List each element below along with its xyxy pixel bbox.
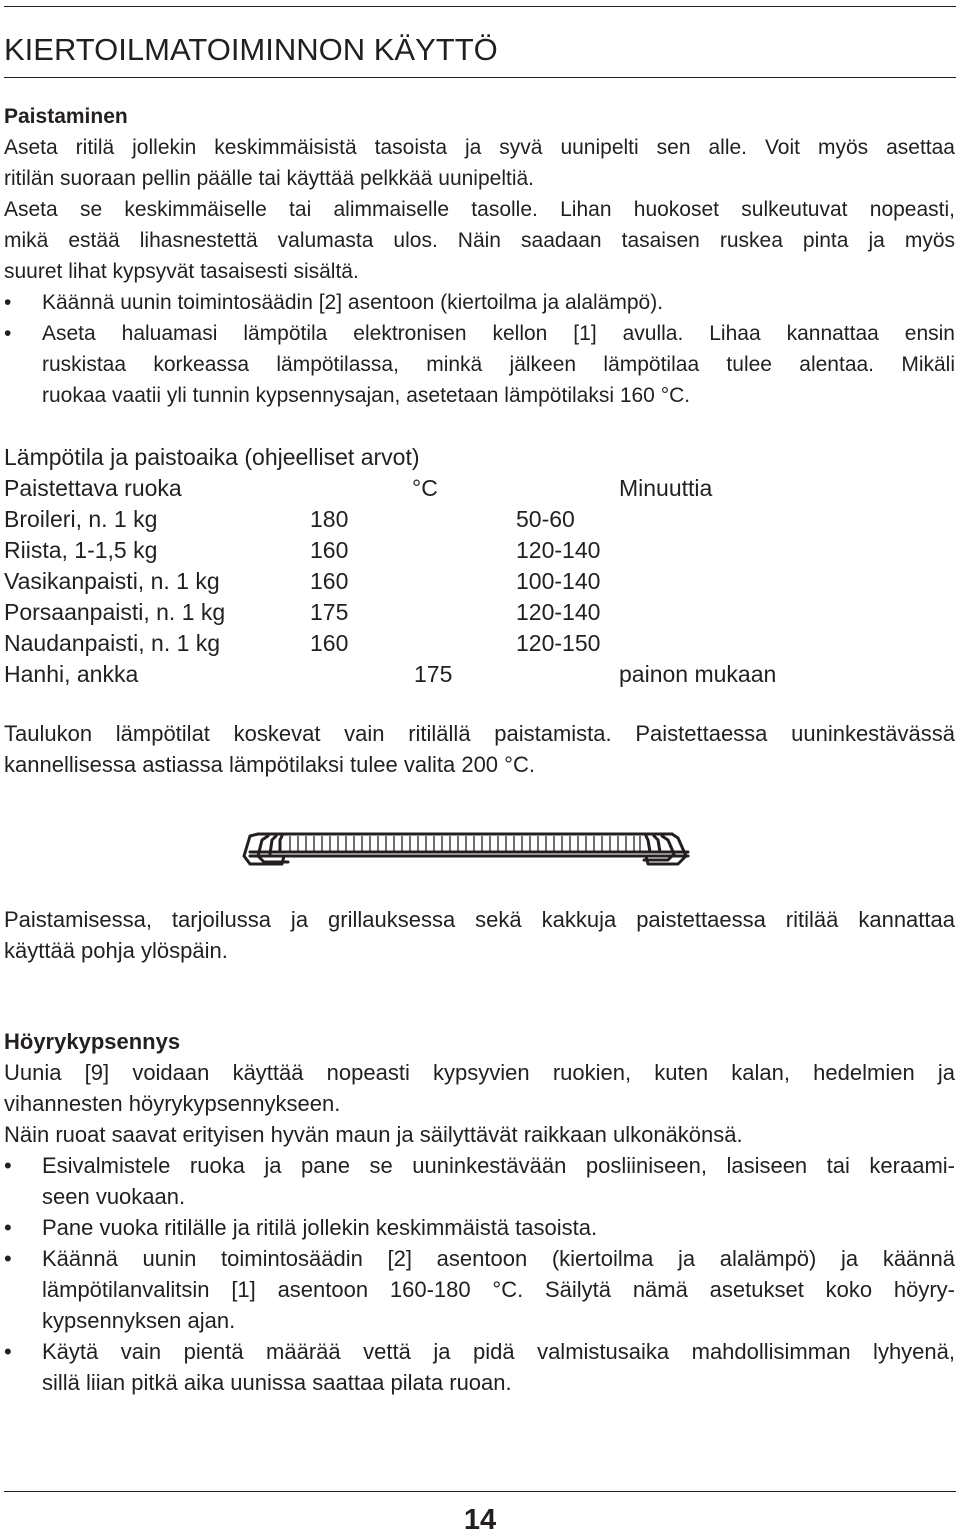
bullet-line: Käännä uunin toimintosäädin [2] asentoon (kiertoilma ja alalämpö) ja käännä xyxy=(42,1246,955,1271)
column-header-food: Paistettava ruoka xyxy=(4,475,182,501)
table-cell-minutes: 120-150 xyxy=(516,630,601,656)
page-title: KIERTOILMATOIMINNON KÄYTTÖ xyxy=(4,32,498,67)
table-caption xyxy=(4,442,904,473)
table-cell-minutes: 120-140 xyxy=(516,599,601,625)
paragraph-line: Uunia [9] voidaan käyttää nopeasti kypsyvien ruokien, kuten kalan, hedelmien ja xyxy=(4,1060,955,1085)
table-cell-temperature: 160 xyxy=(310,630,349,656)
table-row xyxy=(4,628,904,659)
oven-rack-icon xyxy=(240,826,695,874)
page-number: 14 xyxy=(463,1504,497,1536)
table-cell-food: Porsaanpaisti, n. 1 kg xyxy=(4,599,226,625)
bullet-item xyxy=(4,1150,955,1212)
roasting-table xyxy=(4,442,904,690)
bullet-line: seen vuokaan. xyxy=(42,1184,186,1209)
section-heading: Höyrykypsennys xyxy=(4,1029,181,1054)
table-row xyxy=(4,597,904,628)
column-header-minutes: Minuuttia xyxy=(619,475,713,501)
paragraph-line: Aseta ritilä jollekin keskimmäisistä tasoista ja syvä uunipelti sen alle. Voit myös asettaa xyxy=(4,136,955,159)
table-row xyxy=(4,566,904,597)
top-rule xyxy=(4,6,956,7)
paragraph-line: Aseta se keskimmäiselle tai alimmaiselle tasolle. Lihan huokoset sulkeutuvat nopeasti, xyxy=(4,198,955,221)
section-paistaminen xyxy=(4,101,955,411)
paragraph-line: käyttää pohja ylöspäin. xyxy=(4,938,228,963)
table-cell-minutes: 50-60 xyxy=(516,506,575,532)
paragraph-line: Näin ruoat saavat erityisen hyvän maun ja säilyttävät raikkaan ulkonäkönsä. xyxy=(4,1122,743,1147)
section-heading: Paistaminen xyxy=(4,105,128,128)
bullet-line: Pane vuoka ritilälle ja ritilä jollekin keskimmäistä tasoista. xyxy=(42,1215,598,1240)
table-row xyxy=(4,535,904,566)
bullet-line: ruokaa vaatii yli tunnin kypsennysajan, asetetaan lämpötilaksi 160 °C. xyxy=(42,384,691,407)
table-cell-food: Naudanpaisti, n. 1 kg xyxy=(4,630,221,656)
table-caption-text: Lämpötila ja paistoaika (ohjeelliset arvot) xyxy=(4,444,420,470)
bullet-line: Käännä uunin toimintosäädin [2] asentoon (kiertoilma ja alalämpö). xyxy=(42,291,664,314)
bullet-icon: • xyxy=(4,1153,12,1178)
bullet-line: Aseta haluamasi lämpötila elektronisen kellon [1] avulla. Lihaa kannattaa ensin xyxy=(42,322,955,345)
bullet-item xyxy=(4,1336,955,1398)
footer-rule xyxy=(4,1491,956,1492)
bullet-line: ruskistaa korkeassa lämpötilassa, minkä jälkeen lämpötilaa tulee alentaa. Mikäli xyxy=(42,353,955,376)
bullet-icon: • xyxy=(4,291,12,314)
bullet-line: kypsennyksen ajan. xyxy=(42,1308,236,1333)
table-cell-minutes: painon mukaan xyxy=(619,661,777,687)
bullet-item xyxy=(4,1243,955,1336)
table-cell-temperature: 160 xyxy=(310,537,349,563)
table-cell-minutes: 100-140 xyxy=(516,568,601,594)
paragraph-line: suuret lihat kypsyvät tasaisesti sisältä. xyxy=(4,260,359,283)
table-cell-food: Broileri, n. 1 kg xyxy=(4,506,158,532)
column-header-temperature: °C xyxy=(412,475,438,501)
title-underline xyxy=(4,77,956,78)
bullet-line: sillä liian pitkä aika uunissa saattaa pilata ruoan. xyxy=(42,1370,512,1395)
bullet-line: Esivalmistele ruoka ja pane se uuninkestävään posliiniseen, lasiseen tai keraami- xyxy=(42,1153,955,1178)
paragraph-line: ritilän suoraan pellin päälle tai käyttää pelkkää uunipeltiä. xyxy=(4,167,535,190)
table-cell-food: Hanhi, ankka xyxy=(4,661,139,687)
bullet-icon: • xyxy=(4,322,12,345)
paragraph-line: kannellisessa astiassa lämpötilaksi tulee valita 200 °C. xyxy=(4,752,535,777)
table-cell-temperature: 175 xyxy=(414,661,453,687)
table-row xyxy=(4,504,904,535)
section-hoyrykypsennys xyxy=(4,1026,955,1398)
paragraph-line: vihannesten höyrykypsennykseen. xyxy=(4,1091,341,1116)
table-cell-temperature: 180 xyxy=(310,506,349,532)
table-cell-minutes: 120-140 xyxy=(516,537,601,563)
table-cell-food: Riista, 1-1,5 kg xyxy=(4,537,158,563)
table-header-row xyxy=(4,473,904,504)
bullet-line: lämpötilanvalitsin [1] asentoon 160-180 °C. Säilytä nämä asetukset koko höyry- xyxy=(42,1277,955,1302)
paragraph-line: Taulukon lämpötilat koskevat vain ritilällä paistamista. Paistettaessa uuninkestävässä xyxy=(4,721,955,746)
bullet-icon: • xyxy=(4,1339,12,1364)
bullet-item xyxy=(4,1212,955,1243)
table-note xyxy=(4,718,955,780)
bullet-item xyxy=(4,318,955,411)
rack-note xyxy=(4,904,955,966)
bullet-icon: • xyxy=(4,1246,12,1271)
paragraph-line: Paistamisessa, tarjoilussa ja grillauksessa sekä kakkuja paistettaessa ritilää kannattaa xyxy=(4,907,955,932)
table-cell-food: Vasikanpaisti, n. 1 kg xyxy=(4,568,220,594)
paragraph-line: mikä estää lihasnestettä valumasta ulos. Näin saadaan tasaisen ruskea pinta ja myös xyxy=(4,229,955,252)
table-cell-temperature: 160 xyxy=(310,568,349,594)
bullet-item xyxy=(4,287,955,318)
table-cell-temperature: 175 xyxy=(310,599,349,625)
table-row xyxy=(4,659,904,690)
bullet-line: Käytä vain pientä määrää vettä ja pidä valmistusaika mahdollisimman lyhyenä, xyxy=(42,1339,955,1364)
bullet-icon: • xyxy=(4,1215,12,1240)
